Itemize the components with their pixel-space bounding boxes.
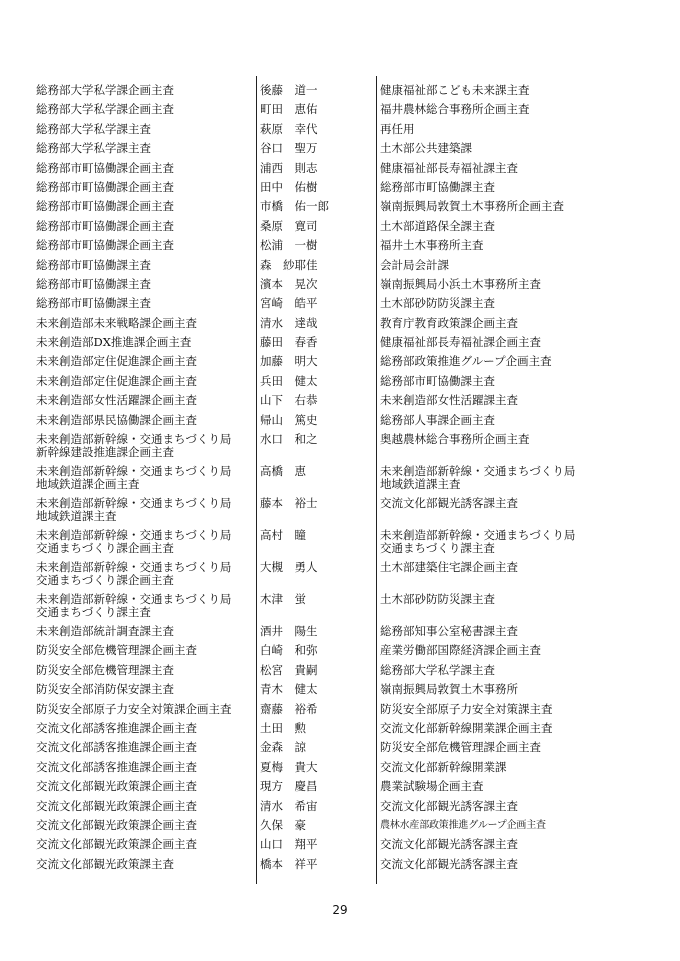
new-position-line: 奥越農林総合事務所企画主査 [380, 433, 530, 447]
former-position [36, 84, 260, 103]
former-position [36, 162, 260, 181]
former-position [36, 761, 260, 780]
former-position [36, 644, 260, 663]
new-position-line: 健康福祉部長寿福祉課企画主査 [380, 336, 541, 350]
former-position [36, 433, 260, 465]
person-name: 木津 蛍 [260, 593, 306, 607]
former-position-line: 未来創造部県民協働課企画主査 [36, 413, 197, 427]
new-position-line: 土木部建築住宅課企画主査 [380, 561, 518, 575]
table-row [36, 703, 640, 722]
table-row [36, 239, 640, 258]
former-position [36, 259, 260, 278]
new-position [380, 703, 640, 722]
new-position [380, 297, 640, 316]
former-position [36, 529, 260, 561]
new-position [380, 355, 640, 374]
person-name: 高村 瞳 [260, 529, 306, 543]
table-row [36, 259, 640, 278]
table-row [36, 103, 640, 122]
new-position-line: 嶺南振興局敦賀土木事務所企画主査 [380, 200, 564, 214]
table-row [36, 722, 640, 741]
former-position-line2: 交通まちづくり課企画主査 [36, 541, 174, 556]
person-name: 藤田 春香 [260, 336, 318, 350]
new-position [380, 761, 640, 780]
former-position [36, 703, 260, 722]
new-position-line: 交流文化部新幹線開業課 [380, 760, 507, 774]
former-position-line: 未来創造部未来戦略課企画主査 [36, 316, 197, 330]
table-row [36, 838, 640, 857]
person-name: 兵田 健太 [260, 374, 318, 388]
person-name: 齋藤 裕希 [260, 702, 318, 716]
former-position-line: 総務部市町協働課企画主査 [36, 180, 174, 194]
person-name: 水口 和之 [260, 433, 318, 447]
former-position-line2: 交通まちづくり課企画主査 [36, 573, 174, 588]
person-name: 青木 健太 [260, 683, 318, 697]
former-position [36, 593, 260, 625]
former-position-line: 防災安全部消防保安課主査 [36, 683, 174, 697]
new-position [380, 433, 640, 465]
new-position-line: 交流文化部観光誘客課主査 [380, 799, 518, 813]
new-position-line2: 地域鉄道課主査 [380, 477, 461, 492]
former-position-line: 未来創造部新幹線・交通まちづくり局 [36, 465, 232, 479]
page-number: 29 [332, 903, 348, 917]
former-position [36, 336, 260, 355]
new-position [380, 497, 640, 529]
former-position-line2: 地域鉄道課企画主査 [36, 477, 140, 492]
new-position [380, 644, 640, 663]
former-position [36, 414, 260, 433]
table-row [36, 297, 640, 316]
person-name: 山口 翔平 [260, 838, 318, 852]
table-row [36, 394, 640, 413]
new-position-line: 福井土木事務所主査 [380, 239, 484, 253]
former-position-line: 未来創造部DX推進課企画主査 [36, 336, 192, 350]
former-position-line: 総務部大学私学課企画主査 [36, 103, 174, 117]
new-position-line: 総務部知事公室秘書課主査 [380, 625, 518, 639]
former-position [36, 123, 260, 142]
former-position-line: 交流文化部誘客推進課企画主査 [36, 721, 197, 735]
new-position-line: 交流文化部観光誘客課主査 [380, 857, 518, 871]
new-position-line: 教育庁教育政策課企画主査 [380, 316, 518, 330]
new-position [380, 375, 640, 394]
person-name: 帰山 篤史 [260, 413, 318, 427]
new-position-line: 農林水産部政策推進グループ企画主査 [380, 819, 546, 831]
new-position-line: 嶺南振興局敦賀土木事務所 [380, 683, 518, 697]
new-position [380, 259, 640, 278]
person-name: 松浦 一樹 [260, 239, 318, 253]
table-row [36, 819, 640, 838]
new-position-line: 防災安全部原子力安全対策課主査 [380, 702, 553, 716]
new-position [380, 561, 640, 593]
former-position [36, 683, 260, 702]
person-name: 清水 達哉 [260, 316, 318, 330]
new-position [380, 838, 640, 857]
new-position [380, 664, 640, 683]
former-position [36, 819, 260, 838]
new-position [380, 200, 640, 219]
former-position-line: 未来創造部統計調査課主査 [36, 625, 174, 639]
person-name: 町田 恵佑 [260, 103, 318, 117]
former-position-line: 交流文化部観光政策課主査 [36, 857, 174, 871]
former-position-line: 総務部市町協働課企画主査 [36, 219, 174, 233]
former-position-line: 未来創造部定住促進課企画主査 [36, 355, 197, 369]
table-row [36, 664, 640, 683]
table-row [36, 317, 640, 336]
table-row [36, 278, 640, 297]
former-position [36, 465, 260, 497]
new-position [380, 741, 640, 760]
former-position-line: 未来創造部新幹線・交通まちづくり局 [36, 529, 232, 543]
table-row [36, 561, 640, 593]
table-row [36, 220, 640, 239]
former-position-line2: 地域鉄道課主査 [36, 509, 117, 524]
new-position-line: 会計局会計課 [380, 258, 449, 272]
former-position-line: 防災安全部原子力安全対策課企画主査 [36, 702, 232, 716]
former-position-line: 未来創造部新幹線・交通まちづくり局 [36, 561, 232, 575]
former-position [36, 355, 260, 374]
table-row [36, 625, 640, 644]
new-position-line: 未来創造部新幹線・交通まちづくり局 [380, 465, 576, 479]
person-name: 森 紗耶佳 [260, 258, 318, 272]
person-name: 大槻 勇人 [260, 561, 318, 575]
table-row [36, 336, 640, 355]
person-name: 現方 慶昌 [260, 780, 318, 794]
table-row [36, 200, 640, 219]
former-position [36, 278, 260, 297]
former-position-line: 総務部市町協働課企画主査 [36, 200, 174, 214]
person-name: 浦西 則志 [260, 161, 318, 175]
table-row [36, 123, 640, 142]
new-position [380, 162, 640, 181]
former-position-line: 総務部大学私学課主査 [36, 142, 151, 156]
former-position-line: 総務部市町協働課企画主査 [36, 239, 174, 253]
person-name: 橋本 祥平 [260, 857, 318, 871]
new-position [380, 123, 640, 142]
new-position [380, 529, 640, 561]
person-name: 藤本 裕士 [260, 497, 318, 511]
person-name: 金森 諒 [260, 741, 306, 755]
former-position-line: 交流文化部観光政策課企画主査 [36, 838, 197, 852]
former-position [36, 497, 260, 529]
former-position [36, 220, 260, 239]
new-position-line: 農業試験場企画主査 [380, 780, 484, 794]
former-position [36, 181, 260, 200]
former-position [36, 103, 260, 122]
former-position [36, 239, 260, 258]
new-position [380, 858, 640, 877]
new-position [380, 780, 640, 799]
new-position-line: 交流文化部観光誘客課主査 [380, 497, 518, 511]
former-position-line: 交流文化部観光政策課企画主査 [36, 780, 197, 794]
former-position-line: 未来創造部新幹線・交通まちづくり局 [36, 593, 232, 607]
new-position [380, 394, 640, 413]
new-position-line: 交流文化部観光誘客課主査 [380, 838, 518, 852]
new-position-line: 交流文化部新幹線開業課企画主査 [380, 721, 553, 735]
new-position [380, 465, 640, 497]
new-position-line: 防災安全部危機管理課企画主査 [380, 741, 541, 755]
table-row [36, 142, 640, 161]
person-name: 萩原 幸代 [260, 122, 318, 136]
new-position [380, 239, 640, 258]
person-name: 後藤 道一 [260, 84, 318, 97]
new-position [380, 317, 640, 336]
new-position-line: 福井農林総合事務所企画主査 [380, 103, 530, 117]
table-row [36, 355, 640, 374]
new-position [380, 593, 640, 625]
table-row [36, 741, 640, 760]
former-position [36, 800, 260, 819]
former-position-line: 総務部市町協働課主査 [36, 258, 151, 272]
new-position [380, 336, 640, 355]
former-position [36, 375, 260, 394]
new-position-line: 総務部市町協働課主査 [380, 180, 495, 194]
person-name: 桑原 寛司 [260, 219, 318, 233]
table-row [36, 683, 640, 702]
new-position-line: 総務部市町協働課主査 [380, 374, 495, 388]
person-name: 田中 佑樹 [260, 180, 318, 194]
new-position-line: 土木部公共建築課 [380, 142, 472, 156]
person-name: 山下 右恭 [260, 394, 318, 408]
new-position [380, 819, 640, 838]
person-name: 夏梅 貴大 [260, 760, 318, 774]
new-position [380, 278, 640, 297]
new-position [380, 84, 640, 103]
former-position-line: 未来創造部定住促進課企画主査 [36, 374, 197, 388]
former-position [36, 741, 260, 760]
new-position [380, 220, 640, 239]
table-row [36, 780, 640, 799]
new-position-line: 未来創造部新幹線・交通まちづくり局 [380, 529, 576, 543]
former-position-line2: 新幹線建設推進課企画主査 [36, 445, 174, 460]
person-name: 濱本 晃次 [260, 277, 318, 291]
table-row [36, 644, 640, 663]
table-row [36, 529, 640, 561]
former-position [36, 317, 260, 336]
former-position-line: 交流文化部誘客推進課企画主査 [36, 760, 197, 774]
former-position-line: 総務部市町協働課主査 [36, 297, 151, 311]
new-position-line: 再任用 [380, 122, 415, 136]
person-name: 市橋 佑一郎 [260, 200, 329, 214]
new-position-line: 総務部政策推進グループ企画主査 [380, 355, 552, 369]
former-position-line2: 交通まちづくり課主査 [36, 605, 151, 620]
former-position-line: 防災安全部危機管理課企画主査 [36, 644, 197, 658]
new-position [380, 142, 640, 161]
former-position-line: 未来創造部新幹線・交通まちづくり局 [36, 497, 232, 511]
former-position [36, 561, 260, 593]
person-name: 谷口 聖万 [260, 142, 318, 156]
former-position [36, 142, 260, 161]
table-row [36, 800, 640, 819]
former-position [36, 394, 260, 413]
person-name: 清水 希宙 [260, 799, 318, 813]
former-position-line: 未来創造部女性活躍課企画主査 [36, 394, 197, 408]
former-position-line: 防災安全部危機管理課主査 [36, 663, 174, 677]
former-position [36, 780, 260, 799]
former-position [36, 664, 260, 683]
table-body [36, 84, 640, 877]
former-position [36, 625, 260, 644]
table-row [36, 162, 640, 181]
new-position [380, 625, 640, 644]
table-row [36, 375, 640, 394]
table-row [36, 497, 640, 529]
former-position-line: 総務部大学私学課企画主査 [36, 84, 174, 97]
person-name: 高橋 恵 [260, 465, 306, 479]
table-row [36, 84, 640, 103]
new-position-line: 健康福祉部こども未来課主査 [380, 84, 530, 97]
former-position-line: 交流文化部観光政策課企画主査 [36, 799, 197, 813]
person-name: 宮崎 皓平 [260, 297, 318, 311]
new-position [380, 181, 640, 200]
person-name: 酒井 陽生 [260, 625, 318, 639]
table-row [36, 761, 640, 780]
former-position [36, 297, 260, 316]
former-position-line: 未来創造部新幹線・交通まちづくり局 [36, 433, 232, 447]
former-position-line: 交流文化部観光政策課企画主査 [36, 818, 197, 832]
former-position [36, 838, 260, 857]
new-position-line: 健康福祉部長寿福祉課主査 [380, 161, 518, 175]
table-row [36, 414, 640, 433]
person-name: 白崎 和弥 [260, 644, 318, 658]
person-name: 松宮 貴嗣 [260, 663, 318, 677]
new-position-line: 土木部砂防防災課主査 [380, 297, 495, 311]
new-position-line: 土木部道路保全課主査 [380, 219, 495, 233]
former-position-line: 総務部大学私学課主査 [36, 122, 151, 136]
personnel-transfer-table [36, 84, 640, 877]
table-row [36, 181, 640, 200]
former-position [36, 200, 260, 219]
table-row [36, 858, 640, 877]
former-position [36, 858, 260, 877]
person-name: 久保 豪 [260, 818, 306, 832]
new-position-line: 総務部大学私学課主査 [380, 663, 495, 677]
new-position-line: 総務部人事課企画主査 [380, 413, 495, 427]
former-position-line: 総務部市町協働課主査 [36, 277, 151, 291]
former-position-line: 交流文化部誘客推進課企画主査 [36, 741, 197, 755]
table-row [36, 465, 640, 497]
person-name: 土田 勲 [260, 721, 306, 735]
table-row [36, 433, 640, 465]
former-position [36, 722, 260, 741]
new-position-line: 嶺南振興局小浜土木事務所主査 [380, 277, 541, 291]
new-position [380, 103, 640, 122]
former-position-line: 総務部市町協働課企画主査 [36, 161, 174, 175]
new-position-line: 未来創造部女性活躍課主査 [380, 394, 518, 408]
new-position [380, 800, 640, 819]
person-name: 加藤 明大 [260, 355, 318, 369]
new-position [380, 683, 640, 702]
new-position-line2: 交通まちづくり課主査 [380, 541, 495, 556]
table-row [36, 593, 640, 625]
new-position-line: 産業労働部国際経済課企画主査 [380, 644, 541, 658]
new-position [380, 414, 640, 433]
new-position-line: 土木部砂防防災課主査 [380, 593, 495, 607]
new-position [380, 722, 640, 741]
